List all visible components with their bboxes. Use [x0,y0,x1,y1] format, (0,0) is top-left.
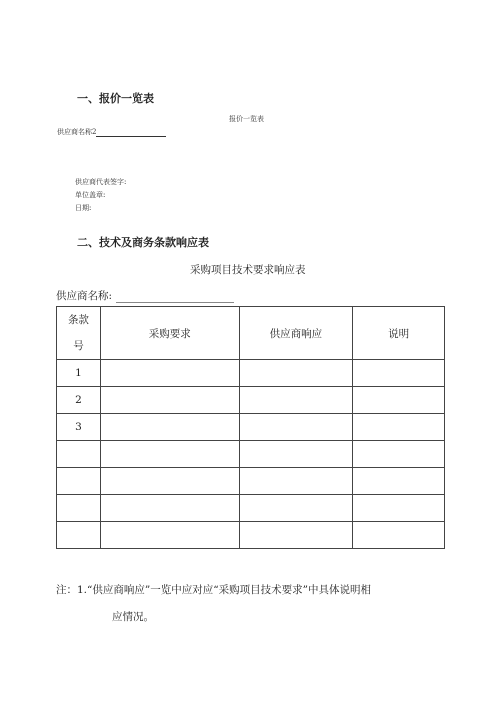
cell-notes[interactable] [353,414,445,441]
cell-response[interactable] [239,495,353,522]
row-number [57,468,101,495]
col-requirement: 采购要求 [100,307,239,360]
supplier-name-line-1 [57,127,166,137]
row-number: 1 [57,360,101,387]
note-line-2: 应情况。 [112,611,154,623]
cell-requirement[interactable] [100,468,239,495]
cell-requirement[interactable] [100,414,239,441]
quote-summary-title: 报价一览表 [229,115,264,123]
col-item-no-line1: 条款 [67,314,89,326]
col-item-no [57,307,101,360]
supplier-name-line-2 [56,288,234,303]
cell-notes[interactable] [353,441,445,468]
rep-signature-label: 供应商代表签字: [75,178,127,186]
cell-response[interactable] [239,387,353,414]
cell-requirement[interactable] [100,441,239,468]
table-row [57,522,445,549]
cell-requirement[interactable] [100,495,239,522]
table-row [57,441,445,468]
table-row [57,414,445,441]
row-number: 3 [57,414,101,441]
cell-notes[interactable] [353,387,445,414]
supplier-name-blank [96,128,166,137]
supplier-name-label-2: 供应商名称: [56,290,113,302]
table-row [57,495,445,522]
date-label: 日期: [75,204,92,212]
supplier-name-blank-2 [116,292,234,303]
section-1-heading: 一、报价一览表 [77,92,154,105]
row-number [57,495,101,522]
cell-notes[interactable] [353,468,445,495]
cell-requirement[interactable] [100,360,239,387]
col-response: 供应商响应 [239,307,353,360]
supplier-name-label: 供应商名称2 [57,128,97,136]
section-2-heading: 二、技术及商务条款响应表 [77,236,209,249]
cell-response[interactable] [239,441,353,468]
table-row [57,468,445,495]
row-number [57,441,101,468]
table-row [57,387,445,414]
cell-response[interactable] [239,522,353,549]
table-header-row [57,307,445,360]
table-row [57,360,445,387]
row-number [57,522,101,549]
note-line-1: 注：1.“供应商响应”一览中应对应“采购项目技术要求”中具体说明相 [56,584,371,596]
cell-requirement[interactable] [100,387,239,414]
cell-response[interactable] [239,360,353,387]
col-notes: 说明 [353,307,445,360]
cell-response[interactable] [239,468,353,495]
cell-response[interactable] [239,414,353,441]
cell-notes[interactable] [353,360,445,387]
row-number: 2 [57,387,101,414]
col-item-no-line2: 号 [73,340,84,352]
cell-notes[interactable] [353,495,445,522]
cell-requirement[interactable] [100,522,239,549]
tech-response-title: 采购项目技术要求响应表 [190,264,306,276]
cell-notes[interactable] [353,522,445,549]
response-table [56,306,445,549]
seal-label: 单位盖章: [75,191,106,199]
